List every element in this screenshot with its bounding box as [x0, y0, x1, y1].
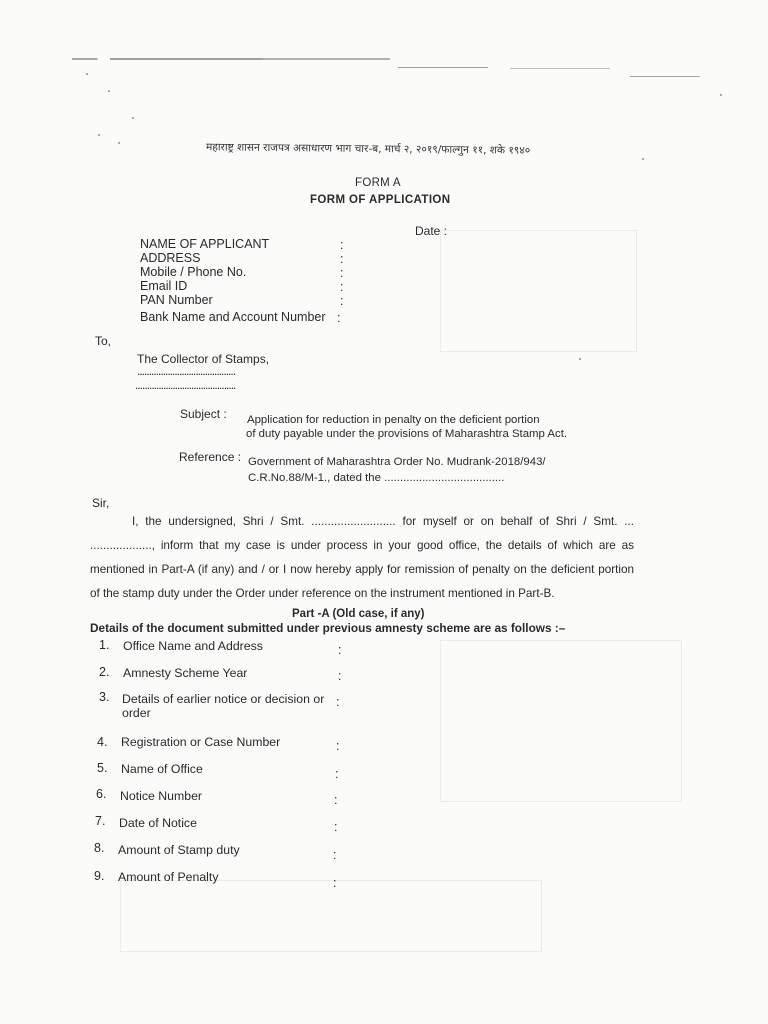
subject-line-1: Application for reduction in penalty on the deficient portion	[247, 414, 540, 426]
pan-label: PAN Number	[140, 293, 213, 307]
registration-case-number-label: Registration or Case Number	[121, 735, 281, 749]
subject-label: Subject :	[180, 407, 227, 421]
address-label: ADDRESS	[140, 251, 201, 265]
item-number: 5.	[97, 761, 108, 775]
field-colon: :	[337, 311, 341, 325]
item-number: 6.	[96, 787, 107, 801]
scan-speck	[108, 90, 110, 92]
field-colon: :	[334, 820, 338, 834]
item-number: 2.	[99, 665, 110, 679]
mobile-label: Mobile / Phone No.	[140, 265, 247, 279]
office-name-address-label: Office Name and Address	[123, 639, 263, 653]
name-of-office-label: Name of Office	[121, 762, 203, 776]
reference-line-1: Government of Maharashtra Order No. Mudrank-2018/943/	[248, 456, 546, 468]
form-label: FORM A	[355, 177, 401, 189]
gazette-header: महाराष्ट्र शासन राजपत्र असाधारण भाग चार-ब, मार्च २, २०१९/फाल्गुन ११, शके १९४०	[205, 141, 531, 157]
amnesty-scheme-year-label: Amnesty Scheme Year	[123, 666, 248, 680]
addressee: The Collector of Stamps,	[137, 352, 270, 366]
form-title: FORM OF APPLICATION	[310, 194, 451, 206]
notice-number-label: Notice Number	[120, 789, 203, 803]
to-label: To,	[95, 334, 112, 348]
scan-artifact-line	[630, 76, 700, 77]
bleed-through-box	[120, 880, 542, 952]
field-colon: :	[338, 669, 342, 683]
scan-artifact-line	[398, 67, 488, 68]
scan-artifact-line	[72, 58, 390, 60]
item-number: 1.	[99, 638, 110, 652]
item-number: 3.	[99, 690, 110, 704]
field-colon: :	[340, 238, 344, 252]
scan-speck	[86, 73, 88, 75]
email-label: Email ID	[140, 279, 188, 293]
item-number: 8.	[94, 841, 105, 855]
field-colon: :	[340, 280, 344, 294]
scan-speck	[579, 358, 581, 360]
date-label: Date :	[415, 224, 448, 238]
item-number: 9.	[94, 869, 105, 883]
scan-speck	[118, 142, 120, 144]
addressee-dots: ...........................................	[135, 378, 236, 392]
bleed-through-box	[440, 230, 637, 352]
field-colon: :	[338, 643, 342, 657]
field-colon: :	[335, 767, 339, 781]
application-paragraph: I, the undersigned, Shri / Smt. .......................... for myself or on behalf of Shri / Smt. ... ..................., inform that my case is under process in your good office, the details of which are as mentioned in Part-A (if any) and / or I now hereby apply for remission of penalty on the deficient portion of the stamp duty under the Order under reference on the instrument mentioned in Part-B.	[90, 515, 634, 600]
amount-stamp-duty-label: Amount of Stamp duty	[118, 843, 240, 857]
reference-label: Reference :	[179, 450, 242, 464]
earlier-notice-label: Details of earlier notice or decision or	[122, 692, 325, 706]
field-colon: :	[336, 739, 340, 753]
field-colon: :	[340, 294, 344, 308]
amount-penalty-label: Amount of Penalty	[118, 870, 219, 884]
scan-artifact-line	[510, 68, 610, 69]
part-a-title: Part -A (Old case, if any)	[292, 608, 425, 620]
reference-line-2: C.R.No.88/M-1., dated the ......................................	[248, 472, 505, 484]
applicant-name-label: NAME OF APPLICANT	[140, 237, 270, 251]
addressee-dots: ..........................................	[137, 364, 236, 378]
field-colon: :	[334, 793, 338, 807]
scan-speck	[720, 94, 722, 96]
field-colon: :	[336, 695, 340, 709]
field-colon: :	[333, 848, 337, 862]
bank-label: Bank Name and Account Number	[140, 310, 326, 324]
item-number: 4.	[97, 735, 108, 749]
earlier-notice-label-cont: order	[122, 706, 151, 720]
scan-speck	[642, 158, 644, 160]
field-colon: :	[340, 252, 344, 266]
item-number: 7.	[95, 814, 106, 828]
scan-speck	[98, 134, 100, 136]
subject-line-2: of duty payable under the provisions of Maharashtra Stamp Act.	[246, 428, 568, 440]
part-a-intro: Details of the document submitted under previous amnesty scheme are as follows :–	[90, 621, 566, 635]
field-colon: :	[340, 266, 344, 280]
scan-speck	[132, 117, 134, 119]
date-of-notice-label: Date of Notice	[119, 816, 197, 830]
field-colon: :	[333, 876, 337, 890]
salutation: Sir,	[92, 496, 110, 510]
bleed-through-box	[440, 640, 682, 802]
